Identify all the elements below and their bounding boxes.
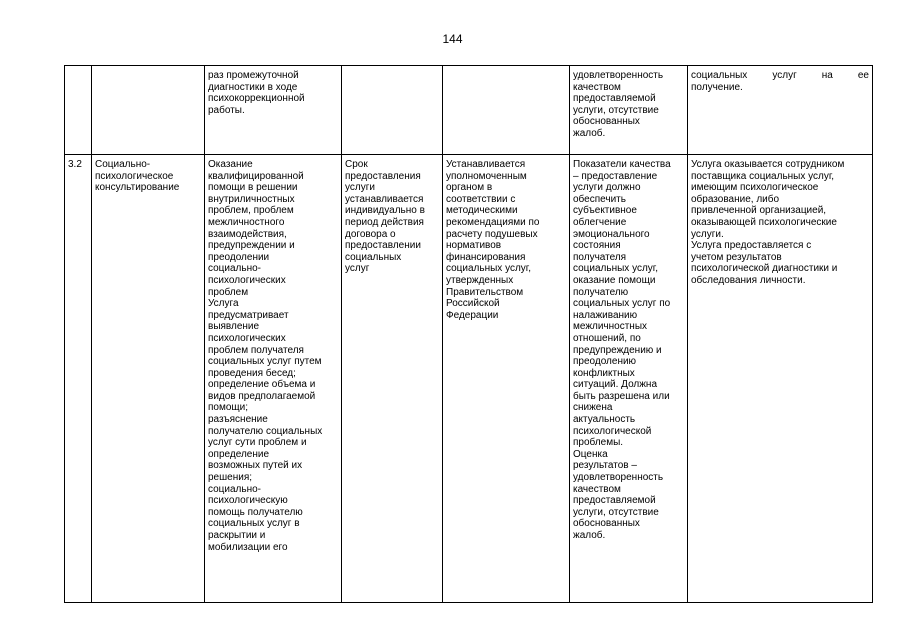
cell-service-name: [92, 66, 205, 155]
cell-term: [342, 66, 443, 155]
cell-norm: [443, 155, 570, 603]
page-number: 144: [442, 32, 463, 46]
quality-text: Показатели качества – предоставление услуги должно обеспечить субъективное облегчение эмоционального состояния получателя социальных услуг, оказание помощи получателю социальных услуг по налаживанию межличностных отношений, по предупреждению и преодолению конфликтных ситуаций. Должна быть разрешена или снижена актуальность психологической проблемы. Оценка результатов – удовлетворенность качеством предоставляемой услуги, отсутствие обоснованных жалоб.: [573, 159, 671, 541]
description-text: раз промежуточной диагностики в ходе психокоррекционной работы.: [208, 70, 305, 116]
quality-text: удовлетворенность качеством предоставляемой услуги, отсутствие обоснованных жалоб.: [573, 70, 664, 139]
term-text: Срок предоставления услуги устанавливается индивидуально в период действия договора о предоставлении социальных услуг: [345, 159, 425, 275]
norm-text: Устанавливается уполномоченным органом в соответствии с методическими рекомендациями по расчету подушевых нормативов финансирования социальных услуг, утвержденных Правительством Российской Федерации: [446, 159, 540, 321]
cell-norm: [443, 66, 570, 155]
cell-term: [342, 155, 443, 603]
service-name: Социально- психологическое консультирование: [95, 159, 180, 194]
cell-conditions: [688, 66, 873, 155]
cell-quality: [570, 66, 688, 155]
cell-number: [65, 66, 92, 155]
table-row-continuation: [65, 66, 873, 155]
description-text: Оказание квалифицированной помощи в решении внутриличностных проблем, проблем межличностного взаимодействия, предупреждении и преодолении социально- психологических проблем Услуга предусматривает выявление психологических проблем получателя социальных услуг путем проведения бесед; определение объема и видов предполагаемой помощи; разъяснение получателю социальных услуг сути проблем и определение возможных путей их решения; социально- психологическую помощь получателю социальных услуг в раскрытии и мобилизации его: [208, 159, 323, 553]
cell-description: [205, 66, 342, 155]
cell-number: [65, 155, 92, 603]
cell-quality: [570, 155, 688, 603]
cell-service-name: [92, 155, 205, 603]
services-table: [64, 65, 873, 603]
conditions-text: Услуга оказывается сотрудником поставщика социальных услуг, имеющим психологическое образование, либо привлеченной организацией, оказывающей психологические услуги. Услуга предоставляется с учетом результатов психологической диагностики и обследования личности.: [691, 159, 845, 286]
conditions-text-line2: получение.: [691, 81, 743, 93]
conditions-text-line1: социальных услуг на ее: [691, 70, 869, 81]
table-row-3-2: [65, 155, 873, 603]
row-number: 3.2: [68, 159, 82, 170]
cell-conditions: [688, 155, 873, 603]
cell-description: [205, 155, 342, 603]
